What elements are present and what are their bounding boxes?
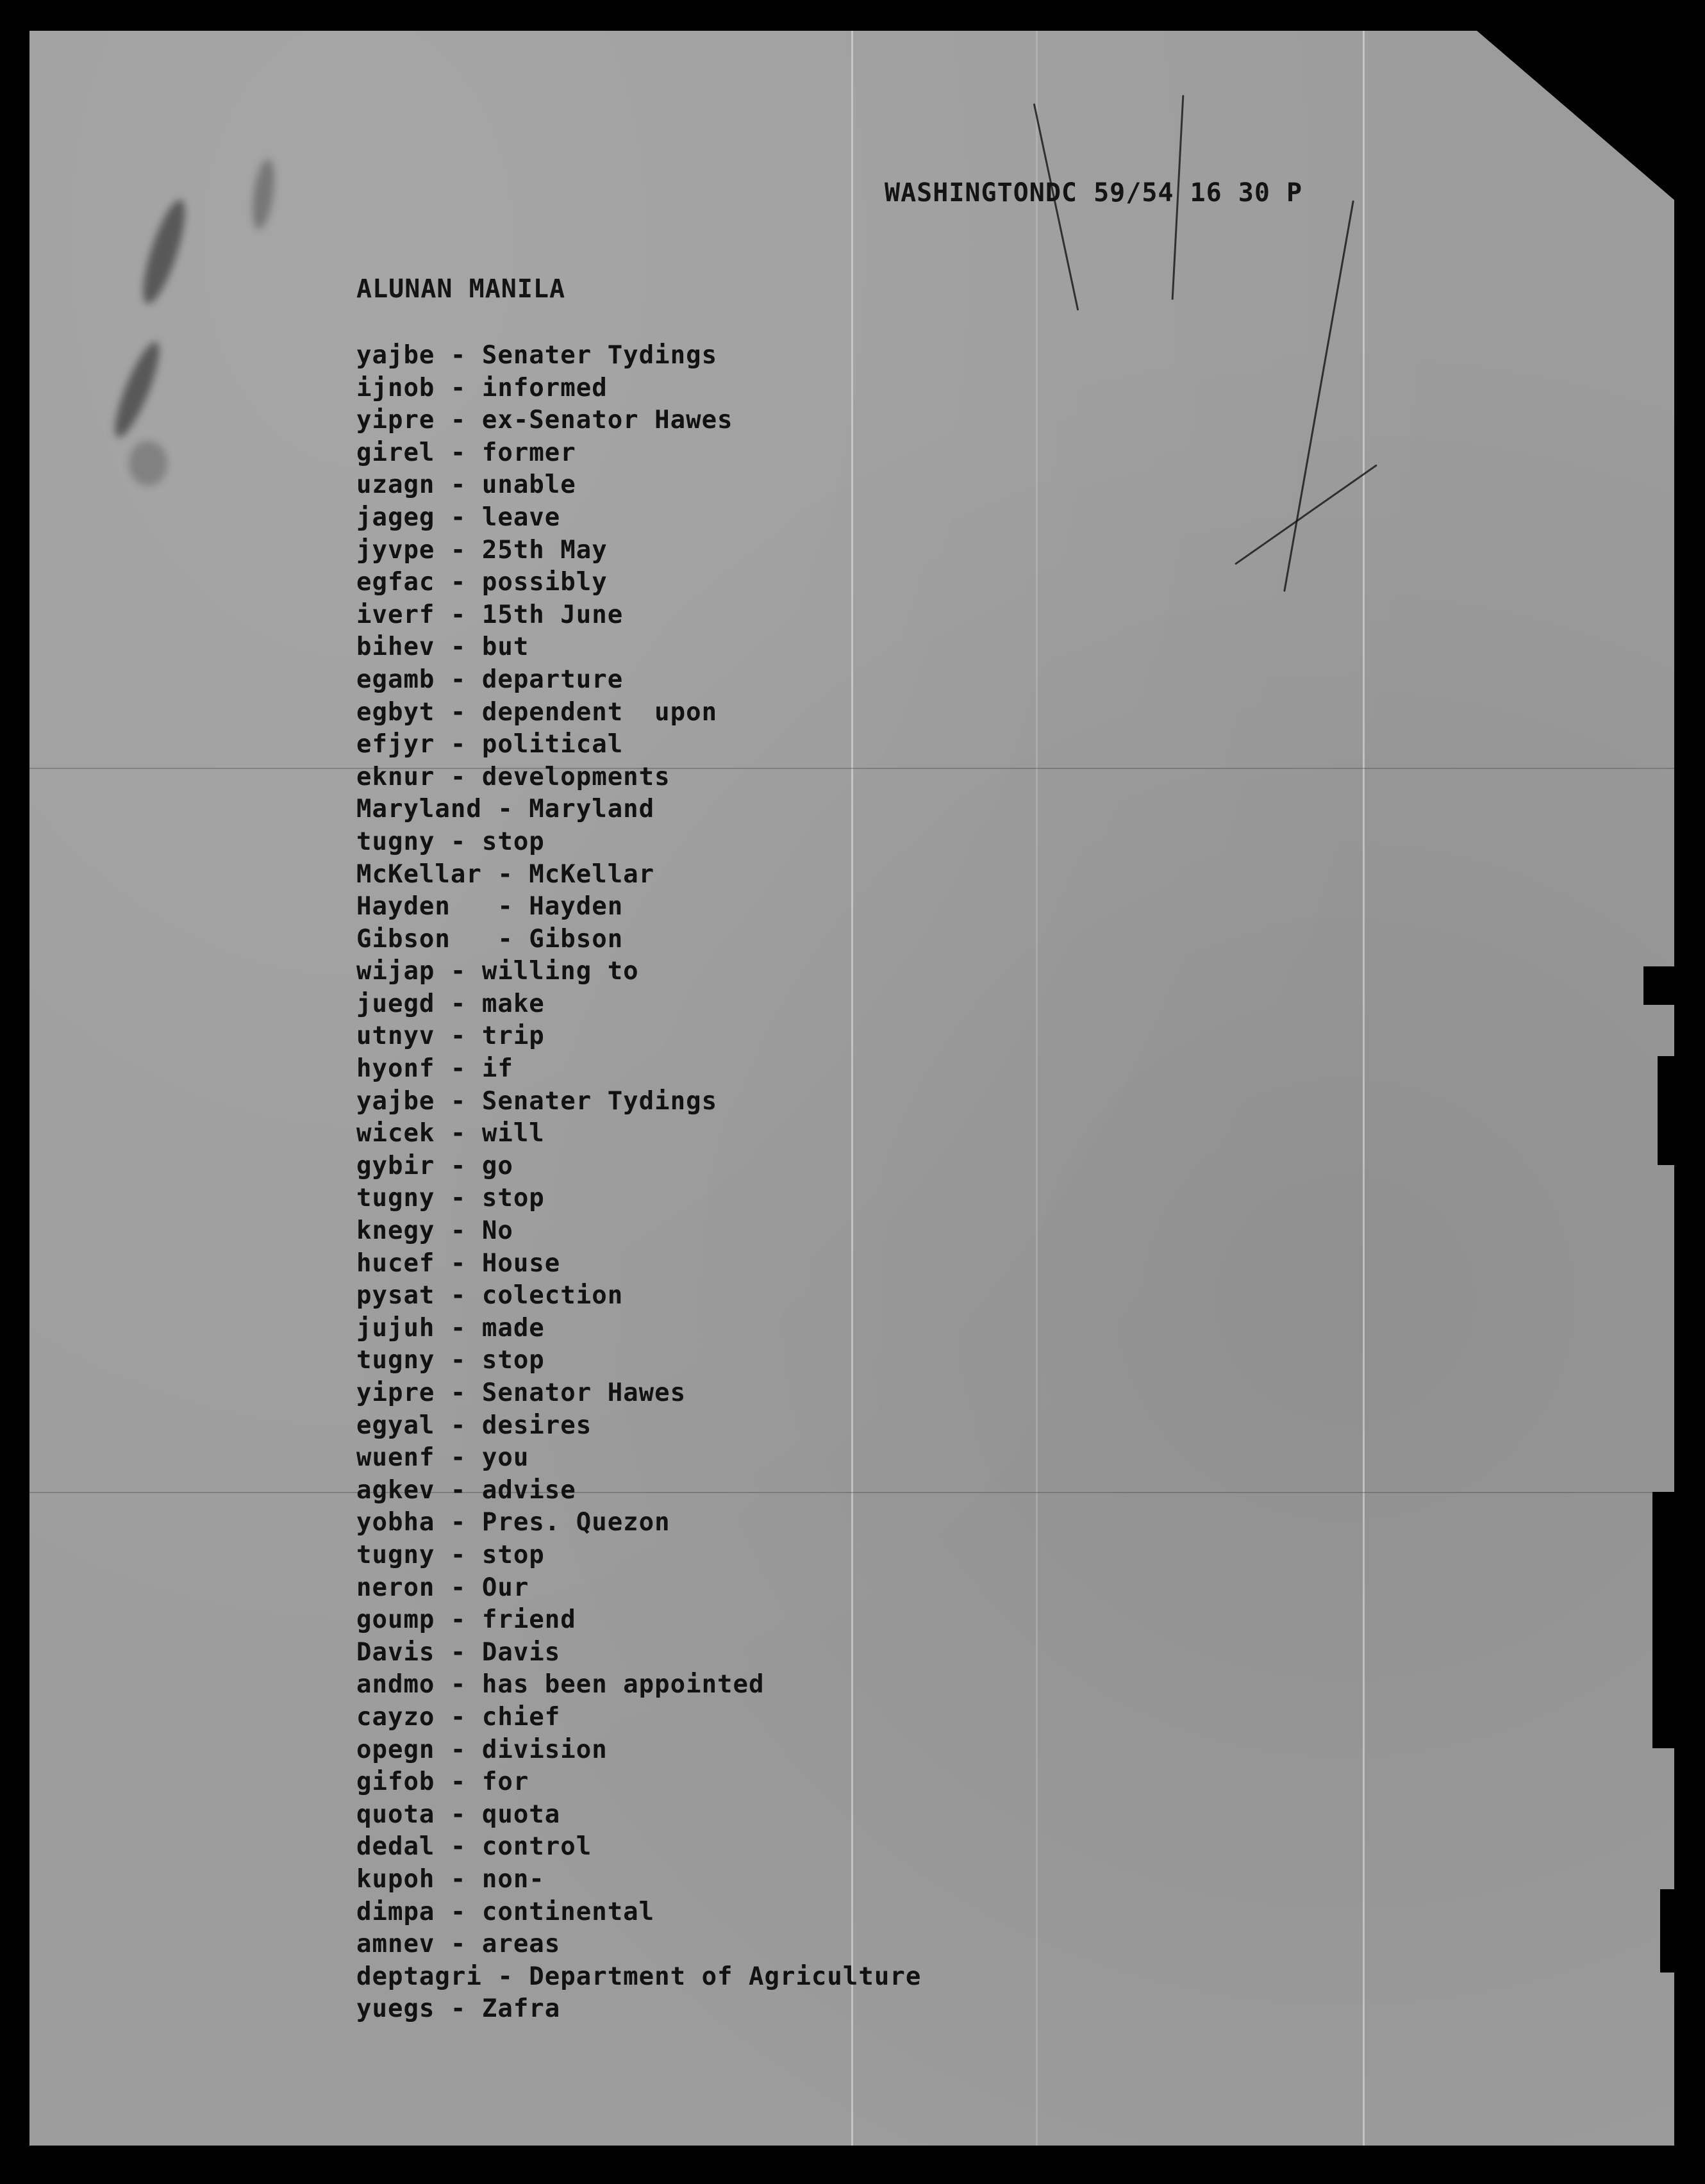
code-meaning: McKellar bbox=[529, 859, 655, 889]
code-word: cayzo bbox=[356, 1702, 435, 1732]
code-word: gifob bbox=[356, 1767, 435, 1797]
code-separator: - bbox=[435, 1930, 482, 1959]
code-entry bbox=[356, 1734, 921, 1767]
code-separator: - bbox=[481, 795, 529, 824]
code-separator: - bbox=[435, 1151, 482, 1180]
code-entry bbox=[356, 891, 921, 923]
code-separator: - bbox=[435, 1248, 482, 1278]
code-word: wuenf bbox=[356, 1443, 435, 1473]
code-word: ijnob bbox=[356, 373, 435, 402]
code-separator: - bbox=[435, 1346, 482, 1375]
code-separator: - bbox=[435, 1022, 482, 1051]
code-word: juegd bbox=[356, 989, 435, 1018]
code-meaning: advise bbox=[481, 1475, 576, 1505]
code-separator: - bbox=[435, 1216, 482, 1246]
code-entry bbox=[356, 340, 921, 372]
code-meaning: desires bbox=[481, 1410, 592, 1440]
code-separator: - bbox=[435, 957, 482, 986]
code-separator: - bbox=[435, 762, 482, 791]
code-separator: - bbox=[435, 827, 482, 856]
pen-mark bbox=[1283, 200, 1354, 592]
code-word: yipre bbox=[356, 406, 435, 435]
code-separator: - bbox=[435, 470, 482, 500]
code-entry bbox=[356, 793, 921, 826]
code-separator: - bbox=[481, 924, 529, 954]
code-list bbox=[356, 340, 921, 2026]
code-entry bbox=[356, 1572, 921, 1605]
code-meaning: Senater Tydings bbox=[481, 1086, 718, 1116]
code-separator: - bbox=[435, 502, 482, 532]
code-separator: - bbox=[435, 989, 482, 1018]
code-separator: - bbox=[435, 600, 482, 629]
code-word: neron bbox=[356, 1573, 435, 1602]
code-meaning: chief bbox=[481, 1702, 561, 1732]
code-separator: - bbox=[435, 1670, 482, 1700]
code-word: hucef bbox=[356, 1248, 435, 1278]
code-meaning: 15th June bbox=[481, 600, 624, 629]
code-entry bbox=[356, 1312, 921, 1345]
telegram-header: WASHINGTONDC 59/54 16 30 P bbox=[885, 178, 1303, 208]
code-meaning: if bbox=[481, 1054, 513, 1084]
code-meaning: control bbox=[481, 1832, 592, 1862]
code-entry bbox=[356, 1150, 921, 1183]
code-entry bbox=[356, 697, 921, 729]
code-separator: - bbox=[481, 1962, 529, 1991]
code-word: deptagri bbox=[356, 1962, 482, 1991]
code-word: Gibson bbox=[356, 924, 482, 954]
code-word: girel bbox=[356, 438, 435, 467]
code-entry bbox=[356, 1410, 921, 1443]
code-separator: - bbox=[435, 1086, 482, 1116]
code-separator: - bbox=[481, 859, 529, 889]
code-word: dimpa bbox=[356, 1897, 435, 1926]
code-entry bbox=[356, 1831, 921, 1864]
code-separator: - bbox=[435, 1799, 482, 1829]
code-word: quota bbox=[356, 1799, 435, 1829]
code-entry bbox=[356, 1377, 921, 1410]
code-meaning: Senater Tydings bbox=[481, 341, 718, 370]
code-word: egamb bbox=[356, 665, 435, 694]
code-word: Davis bbox=[356, 1637, 435, 1667]
code-separator: - bbox=[435, 1702, 482, 1732]
code-separator: - bbox=[435, 1119, 482, 1148]
code-separator: - bbox=[435, 535, 482, 565]
code-meaning: for bbox=[481, 1767, 529, 1797]
code-entry bbox=[356, 1215, 921, 1248]
fold-line-vertical-faint bbox=[1036, 31, 1038, 2146]
code-separator: - bbox=[435, 1054, 482, 1084]
code-entry bbox=[356, 1766, 921, 1799]
code-meaning: Hayden bbox=[529, 892, 624, 922]
code-meaning: make bbox=[481, 989, 545, 1018]
code-meaning: developments bbox=[481, 762, 670, 791]
fold-line-vertical-right bbox=[1363, 31, 1365, 2146]
code-meaning: will bbox=[481, 1119, 545, 1148]
code-word: andmo bbox=[356, 1670, 435, 1700]
code-word: Maryland bbox=[356, 795, 482, 824]
code-meaning: Davis bbox=[481, 1637, 561, 1667]
code-entry bbox=[356, 988, 921, 1021]
code-word: eknur bbox=[356, 762, 435, 791]
code-meaning: Our bbox=[481, 1573, 529, 1602]
code-separator: - bbox=[435, 1897, 482, 1926]
code-entry bbox=[356, 826, 921, 859]
code-entry bbox=[356, 729, 921, 761]
torn-edge bbox=[1658, 1056, 1674, 1165]
code-entry bbox=[356, 1475, 921, 1507]
code-entry bbox=[356, 1799, 921, 1832]
code-entry bbox=[356, 372, 921, 405]
code-meaning: Pres. Quezon bbox=[481, 1508, 670, 1537]
code-entry bbox=[356, 1442, 921, 1475]
code-meaning: Department of Agriculture bbox=[529, 1962, 922, 1991]
code-word: yajbe bbox=[356, 341, 435, 370]
code-word: efjyr bbox=[356, 730, 435, 759]
code-separator: - bbox=[435, 730, 482, 759]
code-entry bbox=[356, 469, 921, 502]
code-meaning: stop bbox=[481, 1184, 545, 1213]
code-word: pysat bbox=[356, 1281, 435, 1311]
code-meaning: trip bbox=[481, 1022, 545, 1051]
code-word: jujuh bbox=[356, 1313, 435, 1343]
code-entry bbox=[356, 1344, 921, 1377]
code-separator: - bbox=[435, 1443, 482, 1473]
code-entry bbox=[356, 664, 921, 697]
code-separator: - bbox=[435, 1735, 482, 1764]
code-separator: - bbox=[435, 373, 482, 402]
code-separator: - bbox=[435, 1378, 482, 1407]
code-meaning: possibly bbox=[481, 568, 608, 597]
code-word: jyvpe bbox=[356, 535, 435, 565]
code-meaning: made bbox=[481, 1313, 545, 1343]
code-meaning: stop bbox=[481, 827, 545, 856]
code-meaning: leave bbox=[481, 502, 561, 532]
code-separator: - bbox=[435, 1767, 482, 1797]
code-separator: - bbox=[435, 438, 482, 467]
code-entry bbox=[356, 1020, 921, 1053]
code-entry bbox=[356, 1053, 921, 1086]
code-word: dedal bbox=[356, 1832, 435, 1862]
code-word: goump bbox=[356, 1605, 435, 1635]
code-word: tugny bbox=[356, 827, 435, 856]
ink-smudge bbox=[135, 196, 194, 308]
code-entry bbox=[356, 1637, 921, 1669]
code-entry bbox=[356, 1701, 921, 1734]
ink-smudge bbox=[249, 158, 278, 230]
code-meaning: Senator Hawes bbox=[481, 1378, 686, 1407]
code-meaning: has been appointed bbox=[481, 1670, 765, 1700]
code-word: iverf bbox=[356, 600, 435, 629]
code-word: tugny bbox=[356, 1184, 435, 1213]
code-entry bbox=[356, 1248, 921, 1280]
code-entry bbox=[356, 1604, 921, 1637]
code-entry bbox=[356, 1669, 921, 1701]
code-meaning: Gibson bbox=[529, 924, 624, 954]
code-meaning: House bbox=[481, 1248, 561, 1278]
code-meaning: friend bbox=[481, 1605, 576, 1635]
code-word: yajbe bbox=[356, 1086, 435, 1116]
code-separator: - bbox=[435, 1540, 482, 1569]
code-meaning: non- bbox=[481, 1864, 545, 1894]
code-separator: - bbox=[435, 697, 482, 727]
code-word: egbyt bbox=[356, 697, 435, 727]
code-separator: - bbox=[435, 665, 482, 694]
code-meaning: you bbox=[481, 1443, 529, 1473]
code-entry bbox=[356, 1864, 921, 1896]
code-separator: - bbox=[435, 1475, 482, 1505]
code-entry bbox=[356, 534, 921, 567]
code-separator: - bbox=[435, 1508, 482, 1537]
code-entry bbox=[356, 1086, 921, 1118]
code-meaning: division bbox=[481, 1735, 608, 1764]
code-meaning: go bbox=[481, 1151, 513, 1180]
code-word: egfac bbox=[356, 568, 435, 597]
code-entry bbox=[356, 1280, 921, 1312]
code-word: knegy bbox=[356, 1216, 435, 1246]
code-meaning: dependent upon bbox=[481, 697, 718, 727]
code-entry bbox=[356, 404, 921, 437]
code-separator: - bbox=[435, 1605, 482, 1635]
code-meaning: political bbox=[481, 730, 624, 759]
code-separator: - bbox=[435, 1184, 482, 1213]
code-meaning: stop bbox=[481, 1540, 545, 1569]
code-word: McKellar bbox=[356, 859, 482, 889]
code-word: wicek bbox=[356, 1119, 435, 1148]
code-meaning: Zafra bbox=[481, 1994, 561, 2024]
code-meaning: areas bbox=[481, 1930, 561, 1959]
code-separator: - bbox=[435, 1573, 482, 1602]
code-word: egyal bbox=[356, 1410, 435, 1440]
code-meaning: informed bbox=[481, 373, 608, 402]
code-entry bbox=[356, 1507, 921, 1539]
code-separator: - bbox=[435, 1832, 482, 1862]
code-word: yuegs bbox=[356, 1994, 435, 2024]
code-meaning: former bbox=[481, 438, 576, 467]
code-meaning: No bbox=[481, 1216, 513, 1246]
code-meaning: quota bbox=[481, 1799, 561, 1829]
code-word: yipre bbox=[356, 1378, 435, 1407]
code-entry bbox=[356, 859, 921, 891]
code-meaning: continental bbox=[481, 1897, 655, 1926]
code-word: tugny bbox=[356, 1540, 435, 1569]
code-separator: - bbox=[435, 1281, 482, 1311]
code-separator: - bbox=[435, 1637, 482, 1667]
code-meaning: unable bbox=[481, 470, 576, 500]
code-entry bbox=[356, 599, 921, 632]
code-entry bbox=[356, 437, 921, 470]
code-separator: - bbox=[435, 406, 482, 435]
telegram-address: ALUNAN MANILA bbox=[356, 274, 566, 304]
code-entry bbox=[356, 1182, 921, 1215]
code-word: yobha bbox=[356, 1508, 435, 1537]
code-entry bbox=[356, 567, 921, 599]
pen-mark bbox=[1235, 464, 1377, 565]
code-entry bbox=[356, 956, 921, 988]
code-entry bbox=[356, 1539, 921, 1572]
torn-edge bbox=[1652, 1492, 1674, 1748]
torn-edge bbox=[1660, 1889, 1674, 1973]
code-entry bbox=[356, 1961, 921, 1994]
code-word: agkev bbox=[356, 1475, 435, 1505]
code-word: amnev bbox=[356, 1930, 435, 1959]
code-word: utnyv bbox=[356, 1022, 435, 1051]
code-meaning: Maryland bbox=[529, 795, 655, 824]
code-entry bbox=[356, 1896, 921, 1929]
code-meaning: stop bbox=[481, 1346, 545, 1375]
code-word: gybir bbox=[356, 1151, 435, 1180]
code-entry bbox=[356, 502, 921, 534]
ink-smudge bbox=[107, 338, 167, 442]
code-meaning: ex-Senator Hawes bbox=[481, 406, 733, 435]
code-separator: - bbox=[435, 1410, 482, 1440]
code-meaning: but bbox=[481, 633, 529, 662]
code-entry bbox=[356, 1993, 921, 2026]
code-separator: - bbox=[435, 341, 482, 370]
code-meaning: 25th May bbox=[481, 535, 608, 565]
code-word: bihev bbox=[356, 633, 435, 662]
code-word: hyonf bbox=[356, 1054, 435, 1084]
torn-edge bbox=[1643, 966, 1674, 1005]
code-meaning: colection bbox=[481, 1281, 624, 1311]
code-entry bbox=[356, 1118, 921, 1150]
code-separator: - bbox=[435, 1313, 482, 1343]
code-word: opegn bbox=[356, 1735, 435, 1764]
code-separator: - bbox=[435, 1994, 482, 2024]
code-word: tugny bbox=[356, 1346, 435, 1375]
code-word: Hayden bbox=[356, 892, 482, 922]
code-word: jageg bbox=[356, 502, 435, 532]
code-entry bbox=[356, 1928, 921, 1961]
code-separator: - bbox=[481, 892, 529, 922]
code-entry bbox=[356, 631, 921, 664]
code-separator: - bbox=[435, 1864, 482, 1894]
code-separator: - bbox=[435, 633, 482, 662]
code-separator: - bbox=[435, 568, 482, 597]
code-entry bbox=[356, 923, 921, 956]
code-meaning: departure bbox=[481, 665, 624, 694]
code-word: wijap bbox=[356, 957, 435, 986]
code-word: kupoh bbox=[356, 1864, 435, 1894]
code-word: uzagn bbox=[356, 470, 435, 500]
code-meaning: willing to bbox=[481, 957, 639, 986]
ink-smudge bbox=[129, 441, 167, 486]
code-entry bbox=[356, 761, 921, 794]
